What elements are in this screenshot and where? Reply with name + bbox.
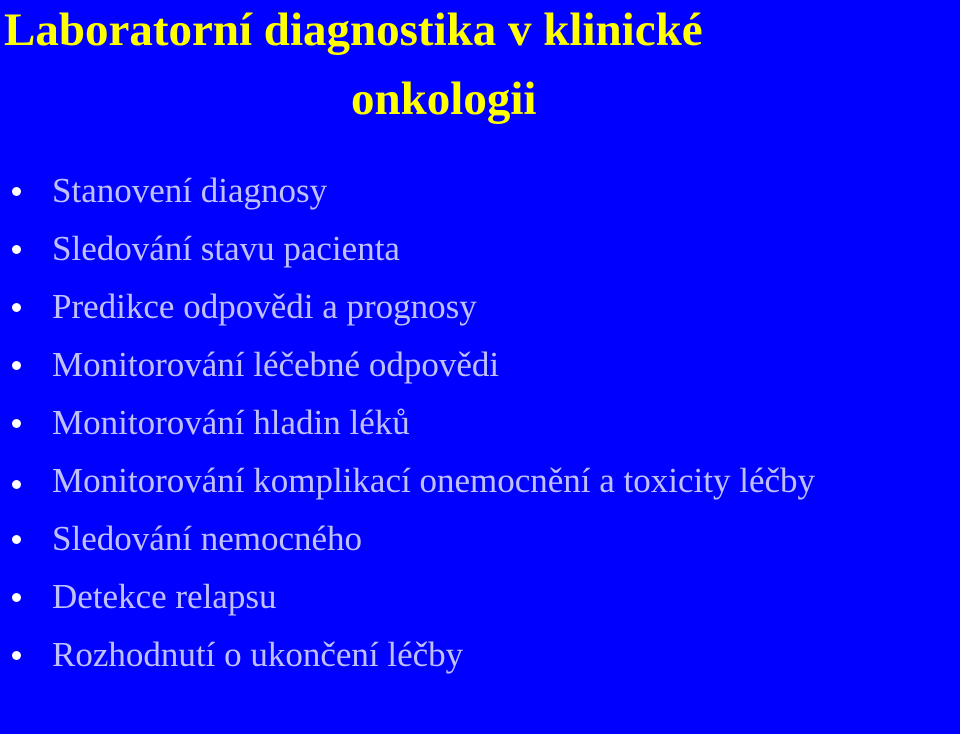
bullet-item: [0, 278, 960, 336]
bullet-icon: [12, 361, 21, 370]
bullet-item: [0, 394, 960, 452]
bullet-text: Monitorování hladin léků: [52, 403, 410, 442]
bullet-item: [0, 510, 960, 568]
bullet-text: Stanovení diagnosy: [52, 171, 328, 210]
bullet-text: Predikce odpovědi a prognosy: [52, 287, 477, 326]
bullet-text: Rozhodnutí o ukončení léčby: [52, 635, 464, 674]
slide-title: [0, 0, 960, 125]
slide-title-line-2: onkologii: [351, 73, 537, 125]
bullet-icon: [12, 245, 21, 254]
bullet-item: [0, 452, 872, 510]
bullet-list: [0, 162, 960, 684]
bullet-item: [0, 336, 960, 394]
bullet-text: Monitorování komplikací onemocnění a toxicity léčby: [52, 461, 816, 500]
bullet-icon: [12, 419, 21, 428]
bullet-icon: [12, 651, 21, 660]
bullet-text: Sledování stavu pacienta: [52, 229, 400, 268]
bullet-icon: [12, 535, 21, 544]
bullet-item: [0, 626, 960, 684]
bullet-icon: [12, 480, 21, 489]
bullet-item: [0, 568, 960, 626]
bullet-icon: [12, 303, 21, 312]
bullet-text: Monitorování léčebné odpovědi: [52, 345, 500, 384]
bullet-icon: [12, 187, 21, 196]
bullet-text: Detekce relapsu: [52, 577, 277, 616]
bullet-item: [0, 220, 960, 278]
bullet-text: Sledování nemocného: [52, 519, 363, 558]
slide-title-line-1: Laboratorní diagnostika v klinické: [4, 4, 703, 56]
bullet-item: [0, 162, 960, 220]
bullet-icon: [12, 593, 21, 602]
